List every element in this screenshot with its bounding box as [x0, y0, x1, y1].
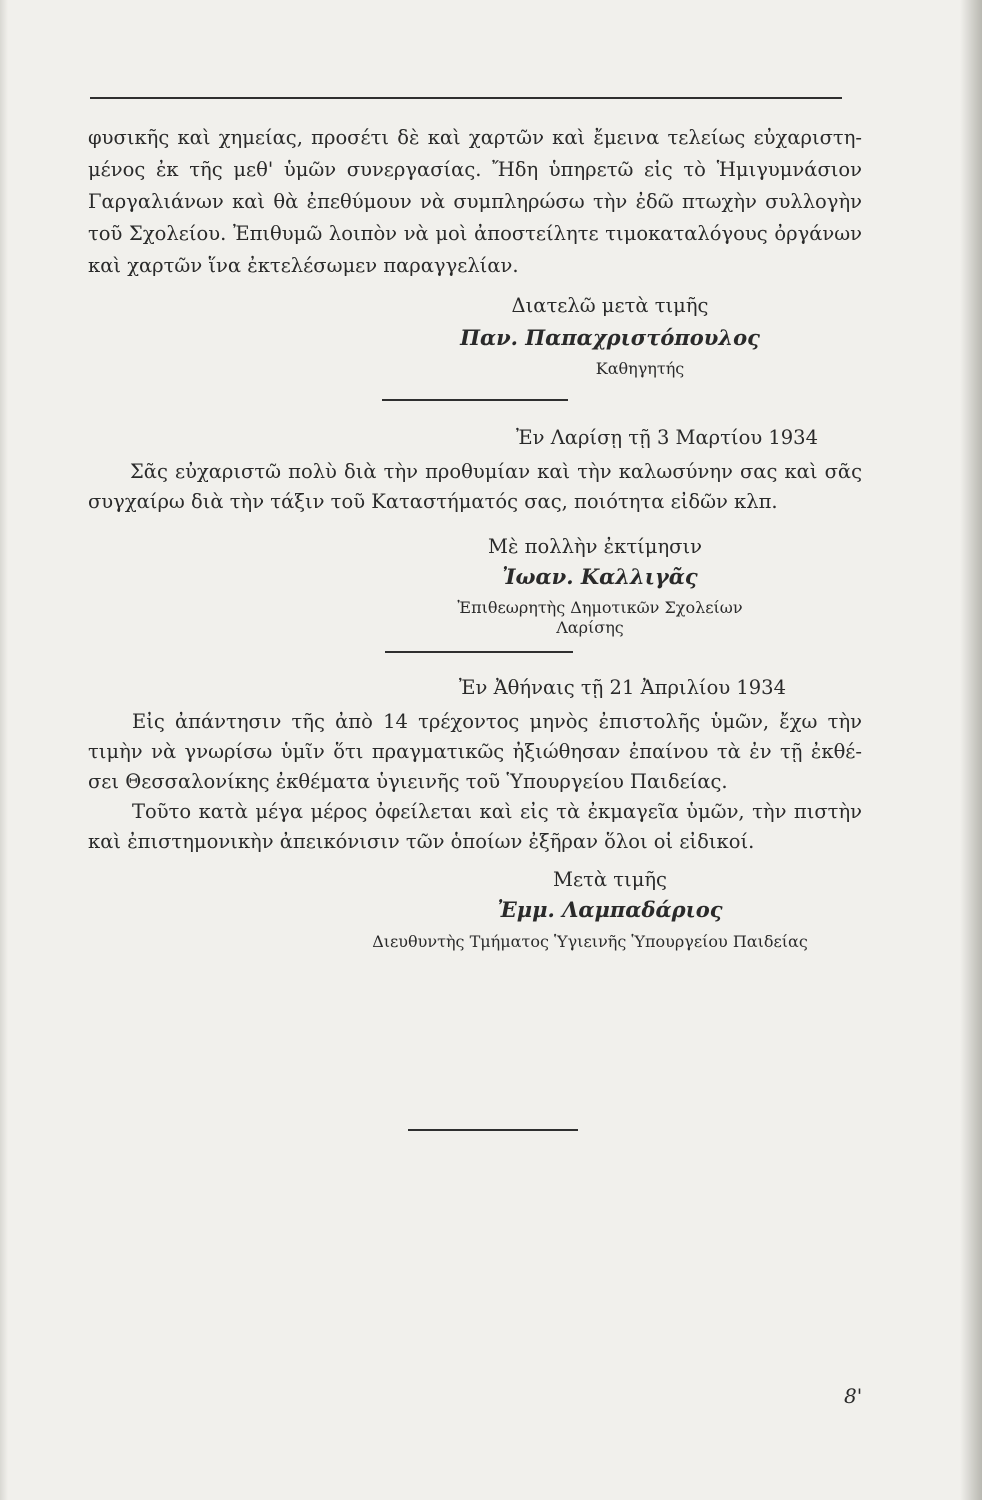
- header-rule: [90, 97, 842, 99]
- page-spine-shadow: [0, 0, 8, 1500]
- page-number: 8': [844, 1384, 863, 1408]
- separator-rule-1: [382, 399, 568, 401]
- letter-3-line-3: σει Θεσσαλονίκης ἐκθέματα ὑγιεινῆς τοῦ Ὑπουργείου Παιδείας.: [88, 770, 728, 793]
- letter-3-line-2: τιμὴν νὰ γνωρίσω ὑμῖν ὅτι πραγματικῶς ἠξιώθησαν ἐπαίνου τὰ ἐν τῇ ἐκθέ-: [88, 740, 862, 763]
- letter-1-line-4: τοῦ Σχολείου. Ἐπιθυμῶ λοιπὸν νὰ μοὶ ἀποστείλητε τιμοκαταλόγους ὀργάνων: [88, 222, 862, 245]
- end-rule: [408, 1129, 578, 1131]
- letter-2-place-date: Ἐν Λαρίσῃ τῇ 3 Μαρτίου 1934: [516, 426, 818, 449]
- letter-3-title: Διευθυντὴς Τμήματος Ὑγιεινῆς Ὑπουργείου Παιδείας: [372, 932, 808, 951]
- letter-2-line-1: Σᾶς εὐχαριστῶ πολὺ διὰ τὴν προθυμίαν καὶ τὴν καλωσύνην σας καὶ σᾶς: [130, 460, 862, 483]
- letter-1-line-3: Γαργαλιάνων καὶ θὰ ἐπεθύμουν νὰ συμπληρώσω τὴν ἐδῶ πτωχὴν συλλογὴν: [88, 190, 862, 213]
- letter-3-signature: Ἐμμ. Λαμπαδάριος: [497, 897, 723, 922]
- letter-2-title: Ἐπιθεωρητὴς Δημοτικῶν Σχολείων: [457, 598, 743, 617]
- letter-1-signature: Παν. Παπαχριστόπουλος: [460, 325, 760, 350]
- letter-2-title-2: Λαρίσης: [556, 618, 624, 637]
- letter-2-line-2: συγχαίρω διὰ τὴν τάξιν τοῦ Καταστήματός σας, ποιότητα εἰδῶν κλπ.: [88, 490, 778, 513]
- letter-1-closing: Διατελῶ μετὰ τιμῆς: [511, 294, 709, 317]
- letter-3-line-4: Τοῦτο κατὰ μέγα μέρος ὀφείλεται καὶ εἰς τὰ ἐκμαγεῖα ὑμῶν, τὴν πιστὴν: [132, 800, 862, 823]
- separator-rule-2: [385, 651, 573, 653]
- letter-3-line-1: Εἰς ἀπάντησιν τῆς ἀπὸ 14 τρέχοντος μηνὸς ἐπιστολῆς ὑμῶν, ἔχω τὴν: [132, 710, 862, 733]
- letter-3-closing: Μετὰ τιμῆς: [553, 868, 667, 891]
- letter-3-line-5: καὶ ἐπιστημονικὴν ἀπεικόνισιν τῶν ὁποίων ἐξῆραν ὅλοι οἱ εἰδικοί.: [88, 830, 755, 853]
- letter-3-place-date: Ἐν Ἀθήναις τῇ 21 Ἀπριλίου 1934: [458, 676, 786, 699]
- letter-1-title: Καθηγητής: [595, 359, 685, 378]
- letter-2-closing: Μὲ πολλὴν ἐκτίμησιν: [488, 535, 702, 558]
- letter-1-line-5: καὶ χαρτῶν ἵνα ἐκτελέσωμεν παραγγελίαν.: [88, 254, 519, 277]
- page-edge-shadow: [960, 0, 982, 1500]
- letter-2-signature: Ἰωαν. Καλλιγᾶς: [502, 564, 698, 589]
- letter-1-line-1: φυσικῆς καὶ χημείας, προσέτι δὲ καὶ χαρτῶν καὶ ἔμεινα τελείως εὐχαριστη-: [88, 126, 862, 149]
- letter-1-line-2: μένος ἐκ τῆς μεθ' ὑμῶν συνεργασίας. Ἤδη ὑπηρετῶ εἰς τὸ Ἡμιγυμνάσιον: [88, 158, 862, 181]
